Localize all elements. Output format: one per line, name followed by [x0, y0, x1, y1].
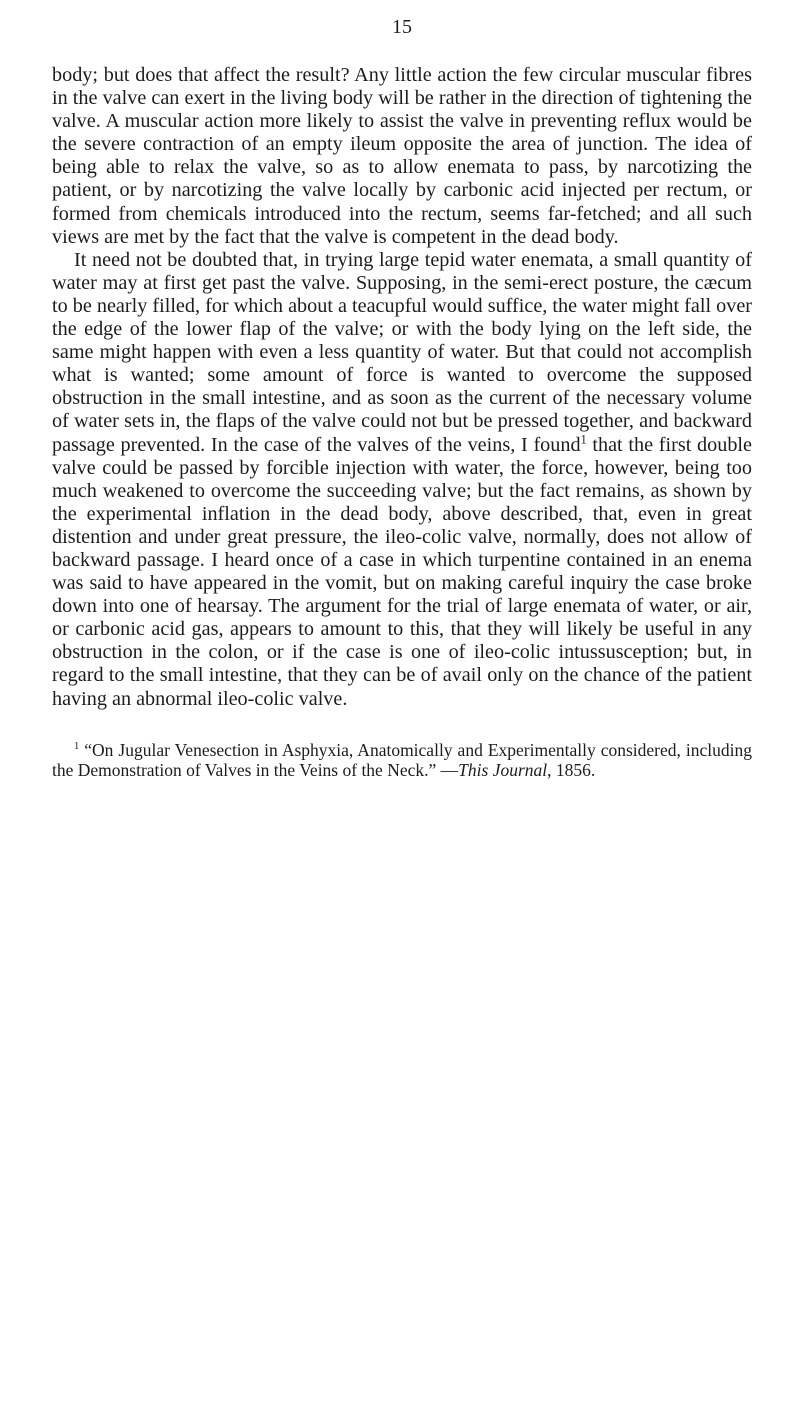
paragraph-text: It need not be doubted that, in trying large tepid water enemata, a small quantity of water may at first get past the valve. Supposing, in the semi-erect posture, the cæcum to be nearly filled, for which about a teacupful would suffice, the water might fall over the edge of the lower flap of the valve; or with the body lying on the left side, the same might happen with even a less quantity of water. But that could not accomplish what is wanted; some amount of force is wanted to overcome the supposed obstruction in the small intestine, and as soon as the current of the necessary volume of water sets in, the flaps of the valve could not but be pressed together, and backward passage prevented. In the case of the valves of the veins, I found — [52, 248, 752, 456]
footnote-reference: 1 — [580, 431, 587, 446]
paragraph-text: that the first double valve could be passed by forcible injection with water, the force, however, being too much weakened to overcome the succeeding valve; but the fact remains, as shown by the experimental inflation in the dead body, above described, that, even in great distention and under great pressure, the ileo-colic valve, normally, does not allow of backward passage. I heard once of a case in which turpentine contained in an enema was said to have appeared in the vomit, but on making careful inquiry the case broke down into one of hearsay. The argument for the trial of large enemata of water, or air, or carbonic acid gas, appears to amount to this, that they will likely be useful in any obstruction in the colon, or if the case is one of ileo-colic intussusception; but, in regard to the small intestine, that they can be of avail only on the chance of the patient having an abnormal ileo-colic valve. — [52, 433, 752, 710]
footnote — [52, 740, 752, 780]
footnote-source: This Journal — [458, 759, 548, 780]
paragraph-text: body; but does that affect the result? Any little action the few circular muscular fibres in the valve can exert in the living body will be rather in the direction of tightening the valve. A muscular action more likely to assist the valve in preventing reflux would be the severe contraction of an empty ileum opposite the area of junction. The idea of being able to relax the valve, so as to allow enemata to pass, by narcotizing the patient, or by narcotizing the valve locally by carbonic acid injected per rectum, or formed from chemicals introduced into the rectum, seems far-fetched; and all such views are met by the fact that the valve is competent in the dead body. — [52, 64, 752, 248]
footnote-year: , 1856. — [547, 759, 596, 780]
page-number: 15 — [392, 16, 412, 38]
footnote-text: “On Jugular Venesection in Asphyxia, Anatomically and Experimentally considered, including the Demonstration of Valves in the Veins of the Neck.” — — [52, 739, 752, 780]
body-paragraph-2 — [52, 249, 752, 711]
book-page — [52, 14, 752, 797]
body-paragraph-1 — [52, 64, 752, 249]
footnote-marker: 1 — [74, 740, 80, 752]
